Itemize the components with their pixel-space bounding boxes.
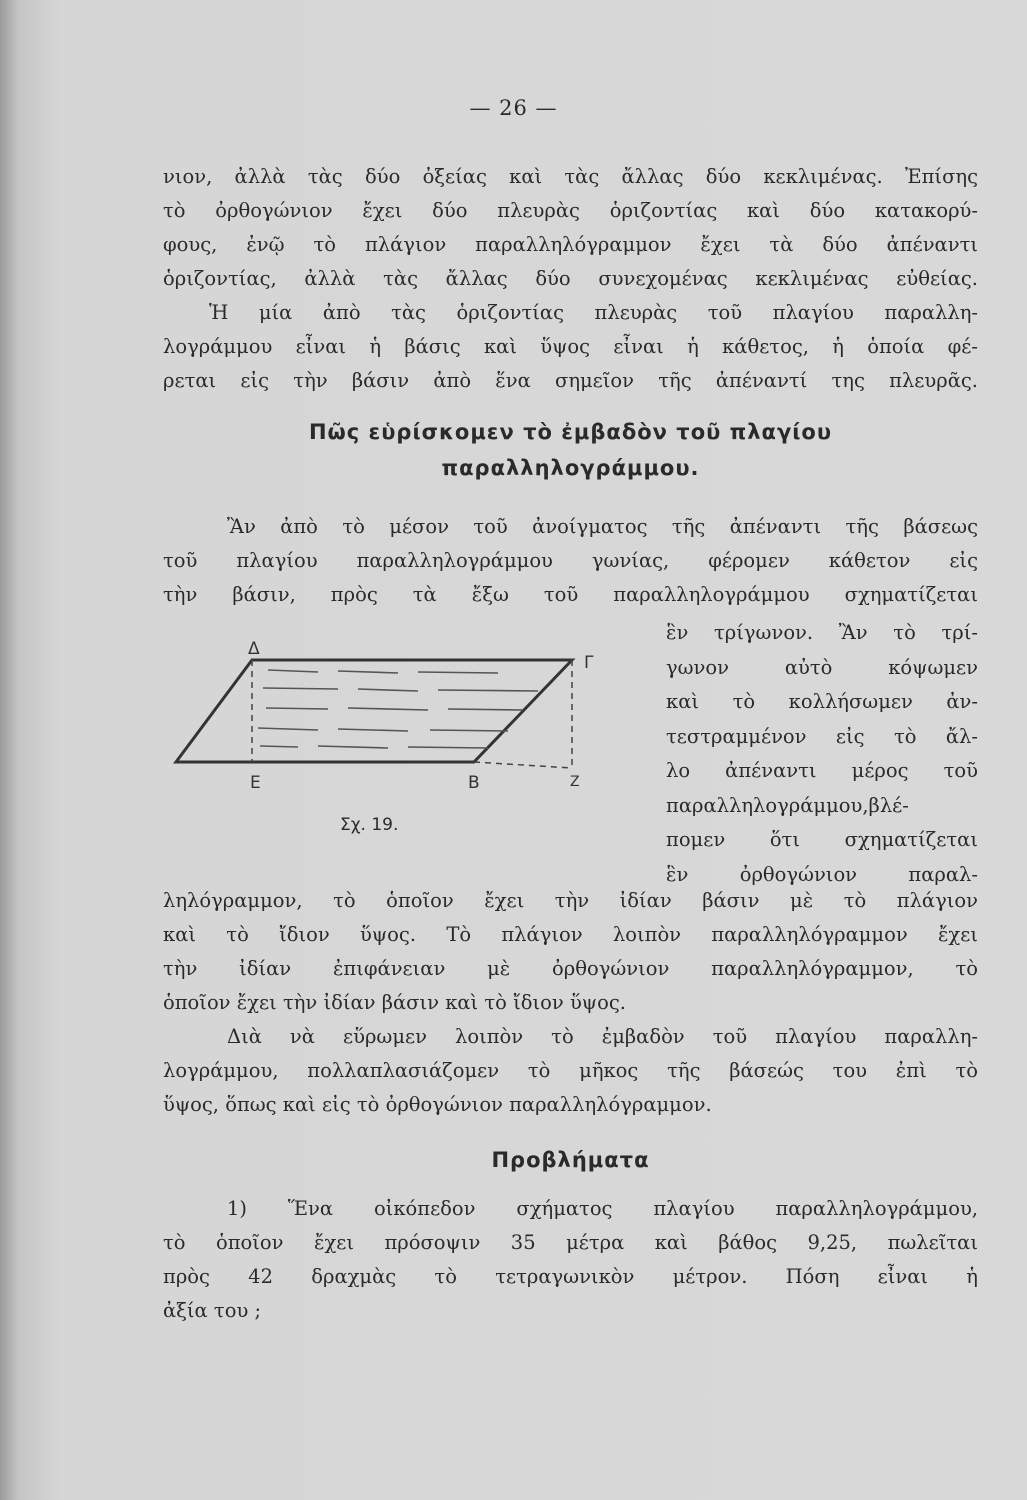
text-line: τὴν βάσιν, πρὸς τὰ ἔξω τοῦ παραλληλογράμμου σχηματίζεται [163, 583, 978, 606]
section-heading-line: παραλληλογράμμου. [441, 456, 700, 480]
text-line: Ἂν ἀπὸ τὸ μέσον τοῦ ἀνοίγματος τῆς ἀπέναντι τῆς βάσεως [227, 515, 978, 538]
text-line: ἓν ὀρθογώνιον παραλ- [666, 862, 978, 886]
label-gamma: Γ [584, 653, 594, 673]
figure-caption: Σχ. 19. [340, 815, 399, 835]
label-zeta: Ζ [570, 774, 580, 790]
label-delta: Δ [248, 639, 260, 659]
text-line: ἀξία του ; [163, 1299, 262, 1322]
hatching [258, 670, 538, 748]
text-line: καὶ τὸ ἴδιον ὕψος. Τὸ πλάγιον λοιπὸν παραλληλόγραμμον ἔχει [163, 923, 978, 946]
text-line: ὕψος, ὅπως καὶ εἰς τὸ ὀρθογώνιον παραλληλόγραμμον. [163, 1093, 712, 1116]
text-line: γωνον αὐτὸ κόψωμεν [666, 655, 978, 679]
section-heading-line: Πῶς εὑρίσκομεν τὸ ἐμβαδὸν τοῦ πλαγίου [308, 420, 833, 444]
section-heading [163, 420, 978, 480]
text-line: ληλόγραμμον, τὸ ὁποῖον ἔχει τὴν ἰδίαν βάσιν μὲ τὸ πλάγιον [163, 889, 978, 912]
problem-1 [163, 1192, 978, 1328]
text-line: λογράμμου, πολλαπλασιάζομεν τὸ μῆκος τῆς βάσεώς του ἐπὶ τὸ [163, 1059, 978, 1082]
text-line: πρὸς 42 δραχμὰς τὸ τετραγωνικὸν μέτρον. Πόση εἶναι ἡ [163, 1265, 978, 1288]
text-line: ἓν τρίγωνον. Ἂν τὸ τρί- [666, 621, 978, 644]
label-beta: Β [468, 773, 480, 793]
text-line: Διὰ νὰ εὕρωμεν λοιπὸν τὸ ἐμβαδὸν τοῦ πλαγίου παραλλη- [227, 1025, 978, 1048]
text-line: παραλληλογράμμου,βλέ- [666, 793, 909, 817]
text-line: ὁποῖον ἔχει τὴν ἰδίαν βάσιν καὶ τὸ ἴδιον ὕψος. [163, 991, 626, 1014]
text-line: λογράμμου εἶναι ἡ βάσις καὶ ὕψος εἶναι ἡ κάθετος, ἡ ὁποία φέ- [163, 335, 978, 358]
text-line: λο ἀπέναντι μέρος τοῦ [666, 759, 978, 782]
text-line: τὴν ἰδίαν ἐπιφάνειαν μὲ ὀρθογώνιον παραλληλόγραμμον, τὸ [163, 957, 978, 980]
text-line: τὸ ὀρθογώνιον ἔχει δύο πλευρὰς ὁριζοντίας καὶ δύο κατακορύ- [163, 199, 978, 222]
label-epsilon: Ε [250, 773, 261, 793]
text-line: 1) Ἕνα οἰκόπεδον σχήματος πλαγίου παραλληλογράμμου, [227, 1197, 978, 1220]
text-line: τεστραμμένον εἰς τὸ ἄλ- [666, 724, 978, 748]
text-line: Ἡ μία ἀπὸ τὰς ὁριζοντίας πλευρὰς τοῦ πλαγίου παραλλη- [209, 301, 978, 324]
text-line: πομεν ὅτι σχηματίζεται [666, 828, 978, 851]
problems-heading: Προβλήματα [491, 1148, 650, 1172]
intro-paragraph [163, 160, 978, 398]
parallelogram-outline [176, 660, 572, 762]
text-line: νιον, ἀλλὰ τὰς δύο ὀξείας καὶ τὰς ἄλλας δύο κεκλιμένας. Ἐπίσης [163, 165, 978, 188]
text-line: φους, ἐνῷ τὸ πλάγιον παραλληλόγραμμον ἔχει τὰ δύο ἀπέναντι [163, 233, 978, 256]
page-number: — 26 — [469, 96, 558, 120]
section-paragraph [163, 510, 978, 612]
wrapped-paragraph [666, 616, 978, 892]
text-line: τοῦ πλαγίου παραλληλογράμμου γωνίας, φέρομεν κάθετον εἰς [163, 549, 978, 572]
rule-paragraph [163, 1020, 978, 1122]
text-line: καὶ τὸ κολλήσωμεν ἀν- [666, 690, 978, 713]
text-line: ὁριζοντίας, ἀλλὰ τὰς ἄλλας δύο συνεχομένας κεκλιμένας εὐθείας. [163, 267, 978, 290]
text-line: τὸ ὁποῖον ἔχει πρόσοψιν 35 μέτρα καὶ βάθος 9,25, πωλεῖται [163, 1231, 978, 1254]
after-figure-paragraph [163, 884, 978, 1020]
base-extension [474, 762, 572, 768]
text-line: ρεται εἰς τὴν βάσιν ἀπὸ ἕνα σημεῖον τῆς ἀπέναντί της πλευρᾶς. [163, 369, 978, 392]
